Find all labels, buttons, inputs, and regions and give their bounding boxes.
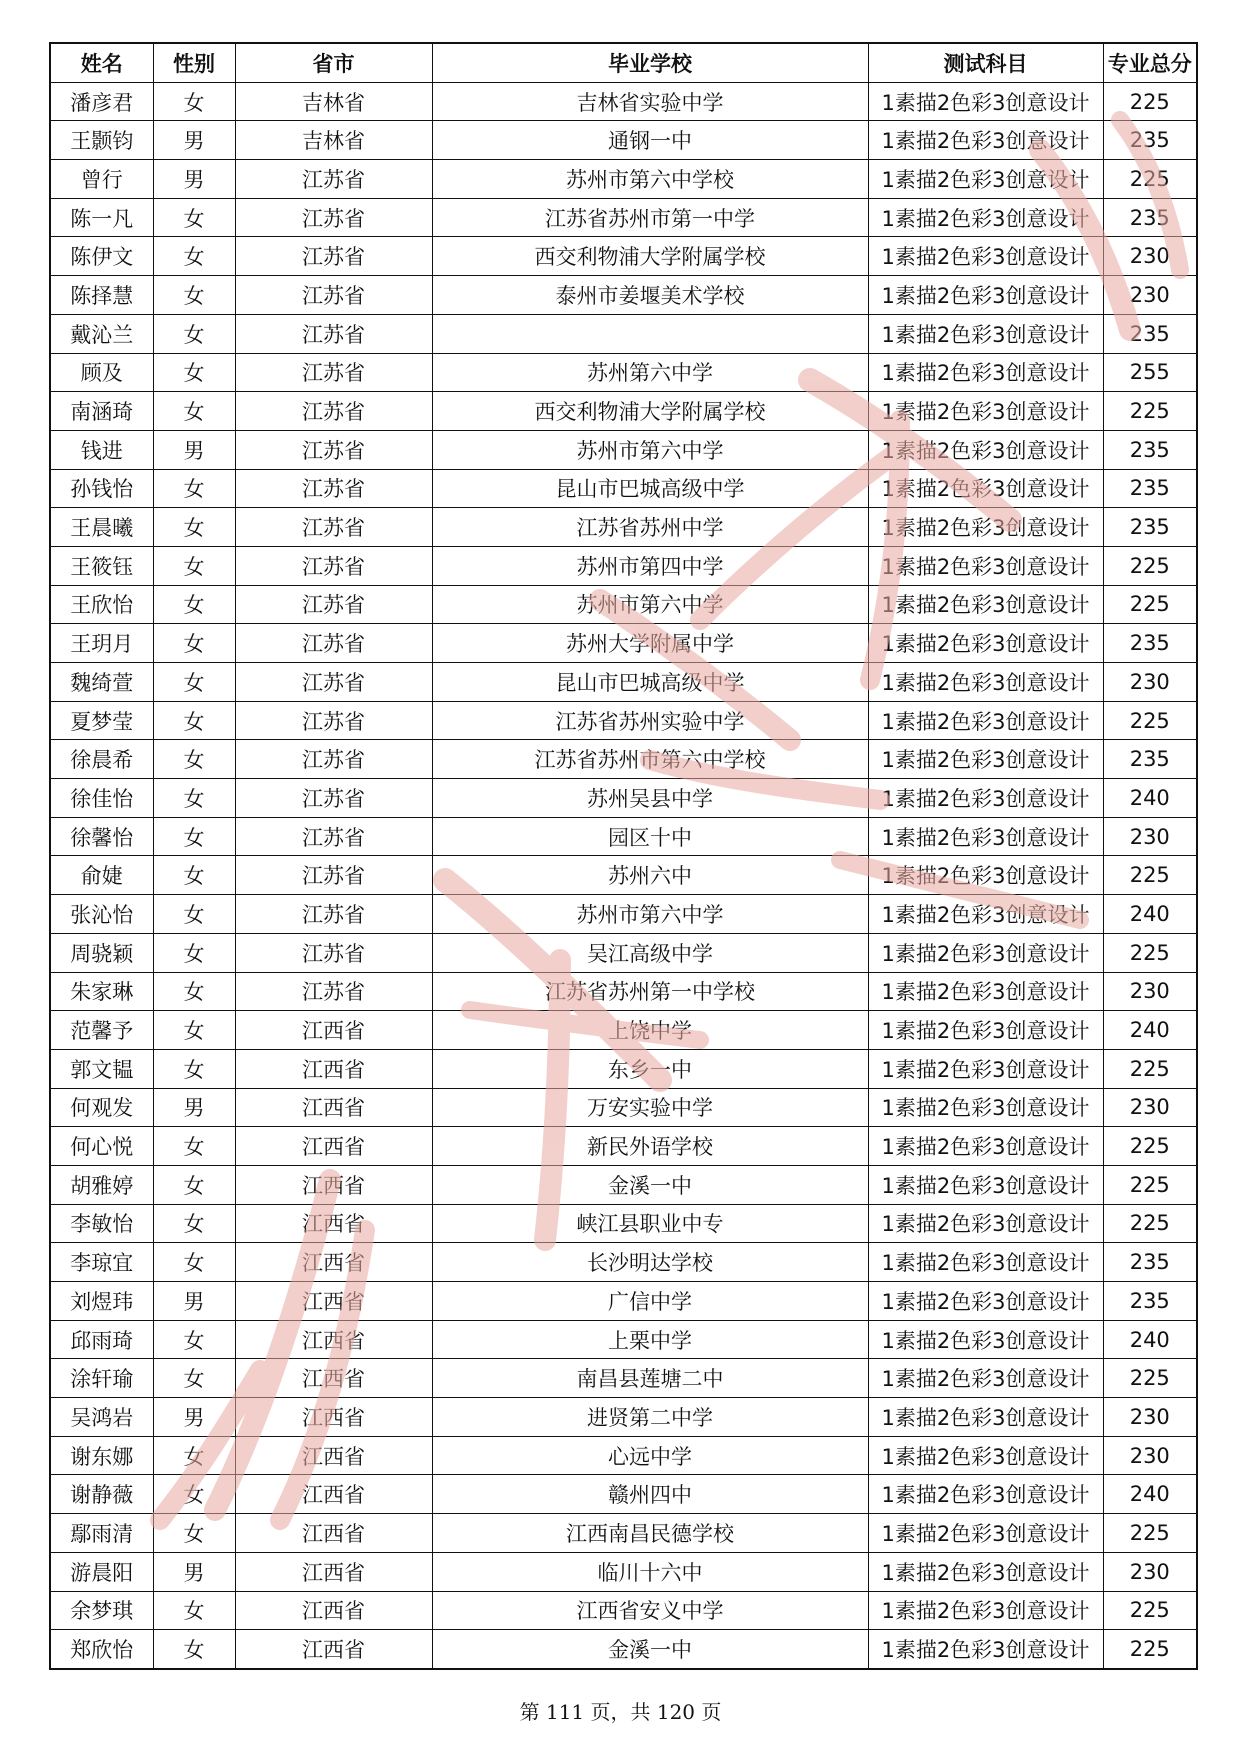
cell-school: 上栗中学 xyxy=(432,1320,868,1359)
cell-name: 王筱钰 xyxy=(50,546,153,585)
cell-name: 刘煜玮 xyxy=(50,1282,153,1321)
cell-name: 戴沁兰 xyxy=(50,314,153,353)
cell-subjects: 1素描2色彩3创意设计 xyxy=(868,1359,1103,1398)
table-row xyxy=(50,82,1197,121)
table-row xyxy=(50,1359,1197,1398)
cell-total-score: 240 xyxy=(1103,779,1197,818)
cell-total-score: 240 xyxy=(1103,895,1197,934)
cell-subjects: 1素描2色彩3创意设计 xyxy=(868,237,1103,276)
cell-school: 苏州大学附属中学 xyxy=(432,624,868,663)
cell-name: 鄢雨清 xyxy=(50,1514,153,1553)
cell-province: 江苏省 xyxy=(235,663,432,702)
cell-total-score: 255 xyxy=(1103,353,1197,392)
header-name: 姓名 xyxy=(50,43,153,82)
cell-school: 江苏省苏州市第一中学 xyxy=(432,198,868,237)
cell-name: 孙钱怡 xyxy=(50,469,153,508)
cell-name: 王欣怡 xyxy=(50,585,153,624)
cell-gender: 女 xyxy=(153,895,235,934)
cell-gender: 女 xyxy=(153,392,235,431)
cell-total-score: 230 xyxy=(1103,1436,1197,1475)
cell-gender: 女 xyxy=(153,817,235,856)
cell-province: 江西省 xyxy=(235,1475,432,1514)
cell-name: 李琼宜 xyxy=(50,1243,153,1282)
table-row xyxy=(50,972,1197,1011)
cell-province: 江苏省 xyxy=(235,314,432,353)
cell-gender: 女 xyxy=(153,1630,235,1669)
cell-province: 江苏省 xyxy=(235,624,432,663)
cell-name: 谢东娜 xyxy=(50,1436,153,1475)
cell-total-score: 225 xyxy=(1103,1204,1197,1243)
cell-subjects: 1素描2色彩3创意设计 xyxy=(868,1165,1103,1204)
cell-province: 江苏省 xyxy=(235,430,432,469)
cell-gender: 女 xyxy=(153,663,235,702)
cell-province: 江苏省 xyxy=(235,972,432,1011)
table-row xyxy=(50,624,1197,663)
cell-total-score: 235 xyxy=(1103,740,1197,779)
cell-province: 江苏省 xyxy=(235,546,432,585)
cell-province: 江苏省 xyxy=(235,160,432,199)
cell-name: 徐佳怡 xyxy=(50,779,153,818)
table-row xyxy=(50,1243,1197,1282)
cell-gender: 女 xyxy=(153,469,235,508)
cell-name: 潘彦君 xyxy=(50,82,153,121)
cell-total-score: 230 xyxy=(1103,817,1197,856)
header-subjects: 测试科目 xyxy=(868,43,1103,82)
cell-subjects: 1素描2色彩3创意设计 xyxy=(868,1282,1103,1321)
cell-school: 临川十六中 xyxy=(432,1552,868,1591)
page-footer: 第 111 页，共 120 页 xyxy=(519,1700,722,1724)
cell-total-score: 225 xyxy=(1103,160,1197,199)
cell-name: 吴鸿岩 xyxy=(50,1398,153,1437)
table-row xyxy=(50,933,1197,972)
cell-total-score: 225 xyxy=(1103,933,1197,972)
cell-school: 江西省安义中学 xyxy=(432,1591,868,1630)
cell-subjects: 1素描2色彩3创意设计 xyxy=(868,972,1103,1011)
cell-name: 徐馨怡 xyxy=(50,817,153,856)
cell-total-score: 230 xyxy=(1103,1088,1197,1127)
cell-gender: 女 xyxy=(153,314,235,353)
cell-gender: 女 xyxy=(153,1514,235,1553)
table-row xyxy=(50,198,1197,237)
cell-subjects: 1素描2色彩3创意设计 xyxy=(868,82,1103,121)
cell-school: 金溪一中 xyxy=(432,1630,868,1669)
cell-subjects: 1素描2色彩3创意设计 xyxy=(868,1591,1103,1630)
admission-table xyxy=(49,42,1198,1670)
cell-subjects: 1素描2色彩3创意设计 xyxy=(868,1049,1103,1088)
cell-total-score: 225 xyxy=(1103,1359,1197,1398)
cell-school: 赣州四中 xyxy=(432,1475,868,1514)
cell-school: 江西南昌民德学校 xyxy=(432,1514,868,1553)
cell-school: 苏州第六中学 xyxy=(432,353,868,392)
cell-name: 郭文韫 xyxy=(50,1049,153,1088)
cell-gender: 女 xyxy=(153,353,235,392)
table-row xyxy=(50,1282,1197,1321)
cell-name: 顾及 xyxy=(50,353,153,392)
table-row xyxy=(50,779,1197,818)
cell-total-score: 235 xyxy=(1103,1243,1197,1282)
cell-province: 江西省 xyxy=(235,1204,432,1243)
cell-total-score: 230 xyxy=(1103,1398,1197,1437)
cell-name: 魏绮萱 xyxy=(50,663,153,702)
cell-total-score: 235 xyxy=(1103,430,1197,469)
cell-name: 何观发 xyxy=(50,1088,153,1127)
cell-subjects: 1素描2色彩3创意设计 xyxy=(868,1243,1103,1282)
cell-province: 江苏省 xyxy=(235,856,432,895)
cell-name: 周骁颖 xyxy=(50,933,153,972)
cell-subjects: 1素描2色彩3创意设计 xyxy=(868,779,1103,818)
table-row xyxy=(50,1514,1197,1553)
cell-gender: 男 xyxy=(153,1282,235,1321)
cell-province: 江苏省 xyxy=(235,469,432,508)
cell-gender: 女 xyxy=(153,779,235,818)
cell-province: 江苏省 xyxy=(235,198,432,237)
cell-province: 江西省 xyxy=(235,1359,432,1398)
cell-subjects: 1素描2色彩3创意设计 xyxy=(868,430,1103,469)
table-row xyxy=(50,585,1197,624)
cell-gender: 女 xyxy=(153,1320,235,1359)
header-gender: 性别 xyxy=(153,43,235,82)
cell-subjects: 1素描2色彩3创意设计 xyxy=(868,1011,1103,1050)
table-row xyxy=(50,508,1197,547)
cell-school: 苏州市第六中学 xyxy=(432,585,868,624)
cell-province: 江苏省 xyxy=(235,933,432,972)
cell-school: 昆山市巴城高级中学 xyxy=(432,469,868,508)
table-row xyxy=(50,1011,1197,1050)
cell-gender: 女 xyxy=(153,1011,235,1050)
cell-total-score: 225 xyxy=(1103,1630,1197,1669)
cell-total-score: 240 xyxy=(1103,1011,1197,1050)
cell-total-score: 230 xyxy=(1103,1552,1197,1591)
cell-name: 王颢钧 xyxy=(50,121,153,160)
cell-school: 万安实验中学 xyxy=(432,1088,868,1127)
table-row xyxy=(50,895,1197,934)
cell-subjects: 1素描2色彩3创意设计 xyxy=(868,701,1103,740)
header-row xyxy=(50,43,1197,82)
cell-gender: 女 xyxy=(153,933,235,972)
cell-province: 江苏省 xyxy=(235,701,432,740)
table-row xyxy=(50,856,1197,895)
cell-total-score: 235 xyxy=(1103,624,1197,663)
cell-school: 苏州六中 xyxy=(432,856,868,895)
cell-total-score: 225 xyxy=(1103,1049,1197,1088)
cell-total-score: 235 xyxy=(1103,1282,1197,1321)
table-row xyxy=(50,430,1197,469)
cell-school: 苏州吴县中学 xyxy=(432,779,868,818)
cell-gender: 女 xyxy=(153,1436,235,1475)
cell-province: 江苏省 xyxy=(235,817,432,856)
cell-province: 江西省 xyxy=(235,1514,432,1553)
cell-name: 郑欣怡 xyxy=(50,1630,153,1669)
cell-subjects: 1素描2色彩3创意设计 xyxy=(868,856,1103,895)
cell-subjects: 1素描2色彩3创意设计 xyxy=(868,1127,1103,1166)
cell-gender: 女 xyxy=(153,1204,235,1243)
cell-name: 陈择慧 xyxy=(50,276,153,315)
cell-province: 吉林省 xyxy=(235,82,432,121)
cell-name: 夏梦莹 xyxy=(50,701,153,740)
cell-province: 江西省 xyxy=(235,1127,432,1166)
cell-gender: 女 xyxy=(153,1591,235,1630)
cell-subjects: 1素描2色彩3创意设计 xyxy=(868,160,1103,199)
cell-school: 苏州市第六中学 xyxy=(432,430,868,469)
header-province: 省市 xyxy=(235,43,432,82)
table-row xyxy=(50,1630,1197,1669)
cell-school: 江苏省苏州第一中学校 xyxy=(432,972,868,1011)
cell-total-score: 225 xyxy=(1103,585,1197,624)
table-body xyxy=(50,82,1197,1669)
cell-subjects: 1素描2色彩3创意设计 xyxy=(868,469,1103,508)
cell-total-score: 225 xyxy=(1103,701,1197,740)
cell-name: 李敏怡 xyxy=(50,1204,153,1243)
cell-school: 东乡一中 xyxy=(432,1049,868,1088)
cell-gender: 女 xyxy=(153,856,235,895)
cell-province: 江苏省 xyxy=(235,276,432,315)
cell-gender: 女 xyxy=(153,237,235,276)
cell-subjects: 1素描2色彩3创意设计 xyxy=(868,933,1103,972)
table-row xyxy=(50,1591,1197,1630)
cell-name: 张沁怡 xyxy=(50,895,153,934)
cell-gender: 女 xyxy=(153,546,235,585)
cell-name: 胡雅婷 xyxy=(50,1165,153,1204)
cell-gender: 男 xyxy=(153,1088,235,1127)
cell-subjects: 1素描2色彩3创意设计 xyxy=(868,1204,1103,1243)
cell-province: 江西省 xyxy=(235,1243,432,1282)
cell-total-score: 235 xyxy=(1103,121,1197,160)
table-row xyxy=(50,1398,1197,1437)
table-row xyxy=(50,1436,1197,1475)
cell-gender: 男 xyxy=(153,430,235,469)
cell-subjects: 1素描2色彩3创意设计 xyxy=(868,198,1103,237)
cell-subjects: 1素描2色彩3创意设计 xyxy=(868,624,1103,663)
cell-province: 江苏省 xyxy=(235,237,432,276)
cell-name: 徐晨希 xyxy=(50,740,153,779)
cell-subjects: 1素描2色彩3创意设计 xyxy=(868,740,1103,779)
cell-total-score: 225 xyxy=(1103,856,1197,895)
cell-subjects: 1素描2色彩3创意设计 xyxy=(868,1320,1103,1359)
cell-name: 王晨曦 xyxy=(50,508,153,547)
cell-school: 苏州市第六中学 xyxy=(432,895,868,934)
cell-province: 江西省 xyxy=(235,1320,432,1359)
cell-name: 陈伊文 xyxy=(50,237,153,276)
cell-total-score: 225 xyxy=(1103,1514,1197,1553)
cell-school: 峡江县职业中专 xyxy=(432,1204,868,1243)
cell-name: 陈一凡 xyxy=(50,198,153,237)
cell-subjects: 1素描2色彩3创意设计 xyxy=(868,1475,1103,1514)
cell-name: 钱进 xyxy=(50,430,153,469)
cell-province: 江西省 xyxy=(235,1591,432,1630)
cell-subjects: 1素描2色彩3创意设计 xyxy=(868,1514,1103,1553)
cell-province: 江西省 xyxy=(235,1436,432,1475)
cell-gender: 女 xyxy=(153,276,235,315)
cell-province: 江苏省 xyxy=(235,508,432,547)
cell-total-score: 235 xyxy=(1103,508,1197,547)
cell-province: 江西省 xyxy=(235,1398,432,1437)
cell-subjects: 1素描2色彩3创意设计 xyxy=(868,508,1103,547)
cell-subjects: 1素描2色彩3创意设计 xyxy=(868,895,1103,934)
table-row xyxy=(50,1049,1197,1088)
cell-school xyxy=(432,314,868,353)
cell-school: 苏州市第四中学 xyxy=(432,546,868,585)
cell-total-score: 230 xyxy=(1103,237,1197,276)
table-row xyxy=(50,121,1197,160)
cell-subjects: 1素描2色彩3创意设计 xyxy=(868,1088,1103,1127)
cell-gender: 男 xyxy=(153,160,235,199)
cell-gender: 女 xyxy=(153,82,235,121)
table-row xyxy=(50,237,1197,276)
cell-school: 通钢一中 xyxy=(432,121,868,160)
cell-school: 园区十中 xyxy=(432,817,868,856)
table-row xyxy=(50,314,1197,353)
cell-subjects: 1素描2色彩3创意设计 xyxy=(868,392,1103,431)
cell-subjects: 1素描2色彩3创意设计 xyxy=(868,585,1103,624)
table-row xyxy=(50,353,1197,392)
cell-subjects: 1素描2色彩3创意设计 xyxy=(868,817,1103,856)
cell-name: 谢静薇 xyxy=(50,1475,153,1514)
table-row xyxy=(50,663,1197,702)
cell-subjects: 1素描2色彩3创意设计 xyxy=(868,546,1103,585)
cell-province: 江西省 xyxy=(235,1011,432,1050)
cell-school: 进贤第二中学 xyxy=(432,1398,868,1437)
cell-subjects: 1素描2色彩3创意设计 xyxy=(868,121,1103,160)
cell-name: 游晨阳 xyxy=(50,1552,153,1591)
cell-name: 何心悦 xyxy=(50,1127,153,1166)
table-row xyxy=(50,160,1197,199)
table-row xyxy=(50,276,1197,315)
cell-gender: 男 xyxy=(153,1552,235,1591)
cell-total-score: 235 xyxy=(1103,314,1197,353)
cell-gender: 女 xyxy=(153,1127,235,1166)
cell-total-score: 225 xyxy=(1103,1127,1197,1166)
table-row xyxy=(50,392,1197,431)
cell-school: 昆山市巴城高级中学 xyxy=(432,663,868,702)
cell-gender: 女 xyxy=(153,1165,235,1204)
cell-school: 南昌县莲塘二中 xyxy=(432,1359,868,1398)
cell-gender: 女 xyxy=(153,624,235,663)
cell-total-score: 225 xyxy=(1103,1165,1197,1204)
cell-total-score: 230 xyxy=(1103,972,1197,1011)
cell-total-score: 230 xyxy=(1103,276,1197,315)
cell-gender: 女 xyxy=(153,1359,235,1398)
cell-subjects: 1素描2色彩3创意设计 xyxy=(868,314,1103,353)
cell-school: 江苏省苏州中学 xyxy=(432,508,868,547)
cell-total-score: 225 xyxy=(1103,82,1197,121)
cell-gender: 女 xyxy=(153,585,235,624)
cell-name: 涂轩瑜 xyxy=(50,1359,153,1398)
cell-school: 金溪一中 xyxy=(432,1165,868,1204)
cell-province: 江苏省 xyxy=(235,740,432,779)
cell-subjects: 1素描2色彩3创意设计 xyxy=(868,1552,1103,1591)
cell-province: 江苏省 xyxy=(235,585,432,624)
cell-total-score: 235 xyxy=(1103,469,1197,508)
cell-name: 邱雨琦 xyxy=(50,1320,153,1359)
cell-gender: 女 xyxy=(153,740,235,779)
header-school: 毕业学校 xyxy=(432,43,868,82)
table-row xyxy=(50,740,1197,779)
cell-province: 江西省 xyxy=(235,1165,432,1204)
cell-name: 范馨予 xyxy=(50,1011,153,1050)
cell-name: 王玥月 xyxy=(50,624,153,663)
cell-total-score: 235 xyxy=(1103,198,1197,237)
cell-school: 苏州市第六中学校 xyxy=(432,160,868,199)
cell-name: 南涵琦 xyxy=(50,392,153,431)
cell-school: 长沙明达学校 xyxy=(432,1243,868,1282)
cell-school: 西交利物浦大学附属学校 xyxy=(432,392,868,431)
cell-subjects: 1素描2色彩3创意设计 xyxy=(868,1398,1103,1437)
cell-subjects: 1素描2色彩3创意设计 xyxy=(868,1436,1103,1475)
cell-school: 西交利物浦大学附属学校 xyxy=(432,237,868,276)
cell-province: 江西省 xyxy=(235,1282,432,1321)
cell-province: 江西省 xyxy=(235,1552,432,1591)
table-row xyxy=(50,1088,1197,1127)
cell-school: 泰州市姜堰美术学校 xyxy=(432,276,868,315)
cell-total-score: 225 xyxy=(1103,392,1197,431)
cell-gender: 女 xyxy=(153,1049,235,1088)
table-header xyxy=(50,43,1197,82)
cell-name: 朱家琳 xyxy=(50,972,153,1011)
cell-province: 江西省 xyxy=(235,1088,432,1127)
cell-gender: 女 xyxy=(153,1475,235,1514)
table-row xyxy=(50,1204,1197,1243)
cell-province: 江苏省 xyxy=(235,895,432,934)
header-total-score: 专业总分 xyxy=(1103,43,1197,82)
cell-school: 新民外语学校 xyxy=(432,1127,868,1166)
cell-gender: 女 xyxy=(153,972,235,1011)
table-row xyxy=(50,546,1197,585)
cell-gender: 女 xyxy=(153,198,235,237)
cell-gender: 女 xyxy=(153,508,235,547)
cell-school: 吉林省实验中学 xyxy=(432,82,868,121)
cell-school: 心远中学 xyxy=(432,1436,868,1475)
table-row xyxy=(50,701,1197,740)
cell-school: 广信中学 xyxy=(432,1282,868,1321)
cell-total-score: 225 xyxy=(1103,546,1197,585)
cell-school: 吴江高级中学 xyxy=(432,933,868,972)
cell-subjects: 1素描2色彩3创意设计 xyxy=(868,1630,1103,1669)
cell-subjects: 1素描2色彩3创意设计 xyxy=(868,276,1103,315)
cell-province: 江西省 xyxy=(235,1630,432,1669)
table-row xyxy=(50,1552,1197,1591)
cell-total-score: 240 xyxy=(1103,1320,1197,1359)
table-row xyxy=(50,1127,1197,1166)
cell-province: 江苏省 xyxy=(235,779,432,818)
cell-subjects: 1素描2色彩3创意设计 xyxy=(868,663,1103,702)
cell-province: 吉林省 xyxy=(235,121,432,160)
cell-gender: 男 xyxy=(153,121,235,160)
table-row xyxy=(50,1320,1197,1359)
cell-gender: 男 xyxy=(153,1398,235,1437)
cell-name: 曾行 xyxy=(50,160,153,199)
cell-school: 江苏省苏州实验中学 xyxy=(432,701,868,740)
table-row xyxy=(50,1475,1197,1514)
cell-name: 余梦琪 xyxy=(50,1591,153,1630)
cell-province: 江西省 xyxy=(235,1049,432,1088)
cell-gender: 女 xyxy=(153,701,235,740)
cell-gender: 女 xyxy=(153,1243,235,1282)
cell-province: 江苏省 xyxy=(235,392,432,431)
cell-subjects: 1素描2色彩3创意设计 xyxy=(868,353,1103,392)
cell-province: 江苏省 xyxy=(235,353,432,392)
cell-total-score: 240 xyxy=(1103,1475,1197,1514)
table-row xyxy=(50,817,1197,856)
table-row xyxy=(50,1165,1197,1204)
cell-total-score: 225 xyxy=(1103,1591,1197,1630)
cell-school: 上饶中学 xyxy=(432,1011,868,1050)
table-row xyxy=(50,469,1197,508)
cell-total-score: 230 xyxy=(1103,663,1197,702)
cell-school: 江苏省苏州市第六中学校 xyxy=(432,740,868,779)
cell-name: 俞婕 xyxy=(50,856,153,895)
